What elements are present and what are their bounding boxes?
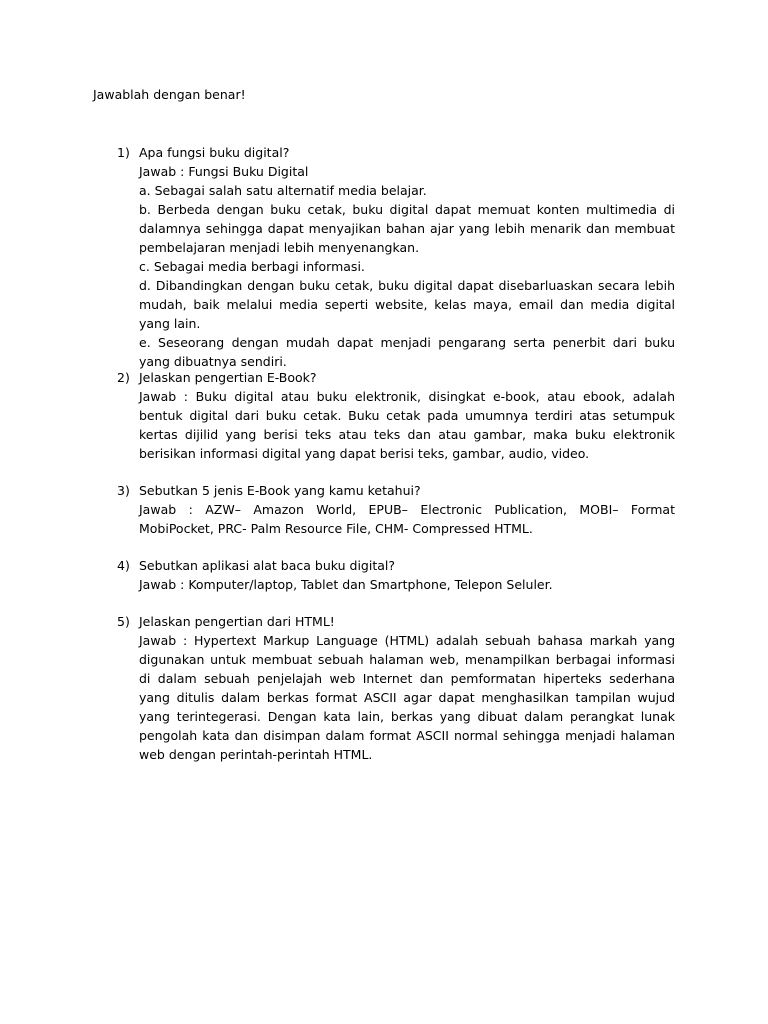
- question-text: Sebutkan 5 jenis E-Book yang kamu ketahui?: [139, 483, 421, 498]
- question-number: 2): [117, 370, 130, 385]
- answer-intro: Jawab : Fungsi Buku Digital: [139, 164, 309, 179]
- question-number: 3): [117, 483, 130, 498]
- question-body: [139, 368, 675, 463]
- question-text: Jelaskan pengertian dari HTML!: [139, 614, 335, 629]
- question-5: [117, 612, 675, 764]
- answer-text: Jawab : Buku digital atau buku elektronik, disingkat e-book, atau ebook, adalah bentuk digital dari buku cetak. Buku cetak pada umumnya terdiri atas setumpuk kertas dijilid yang berisi teks atau teks dan atau gambar, maka buku elektronik berisikan informasi digital yang dapat berisi teks, gambar, audio, video.: [139, 389, 675, 461]
- answer-text: Jawab : Komputer/laptop, Tablet dan Smartphone, Telepon Seluler.: [139, 577, 553, 592]
- question-text: Jelaskan pengertian E-Book?: [139, 370, 317, 385]
- answer-point-c: c. Sebagai media berbagi informasi.: [139, 259, 365, 274]
- question-4: [117, 556, 675, 594]
- answer-point-a: a. Sebagai salah satu alternatif media belajar.: [139, 183, 427, 198]
- question-body: [139, 143, 675, 371]
- instruction-text: Jawablah dengan benar!: [93, 87, 246, 102]
- question-text: Sebutkan aplikasi alat baca buku digital?: [139, 558, 395, 573]
- answer-text: Jawab : AZW– Amazon World, EPUB– Electronic Publication, MOBI– Format MobiPocket, PRC- Palm Resource File, CHM- Compressed HTML.: [139, 502, 675, 536]
- answer-text: Jawab : Hypertext Markup Language (HTML) adalah sebuah bahasa markah yang digunakan untuk membuat sebuah halaman web, menampilkan berbagai informasi di dalam sebuah penjelajah web Internet dan pemformatan hiperteks sederhana yang ditulis dalam berkas format ASCII agar dapat menghasilkan tampilan wujud yang terintegerasi. Dengan kata lain, berkas yang dibuat dalam perangkat lunak pengolah kata dan disimpan dalam format ASCII normal sehingga menjadi halaman web dengan perintah-perintah HTML.: [139, 633, 675, 762]
- question-1: [117, 143, 675, 371]
- question-number: 5): [117, 614, 130, 629]
- question-3: [117, 481, 675, 538]
- answer-point-b: b. Berbeda dengan buku cetak, buku digital dapat memuat konten multimedia di dalamnya sehingga dapat menyajikan bahan ajar yang lebih menarik dan membuat pembelajaran menjadi lebih menyenangkan.: [139, 202, 675, 255]
- question-number: 1): [117, 145, 130, 160]
- answer-point-e: e. Seseorang dengan mudah dapat menjadi pengarang serta penerbit dari buku yang dibuatnya sendiri.: [139, 335, 675, 369]
- question-text: Apa fungsi buku digital?: [139, 145, 290, 160]
- question-body: [139, 612, 675, 764]
- question-body: [139, 556, 675, 594]
- answer-point-d: d. Dibandingkan dengan buku cetak, buku digital dapat disebarluaskan secara lebih mudah, baik melalui media seperti website, kelas maya, email dan media digital yang lain.: [139, 278, 675, 331]
- question-2: [117, 368, 675, 463]
- question-body: [139, 481, 675, 538]
- question-number: 4): [117, 558, 130, 573]
